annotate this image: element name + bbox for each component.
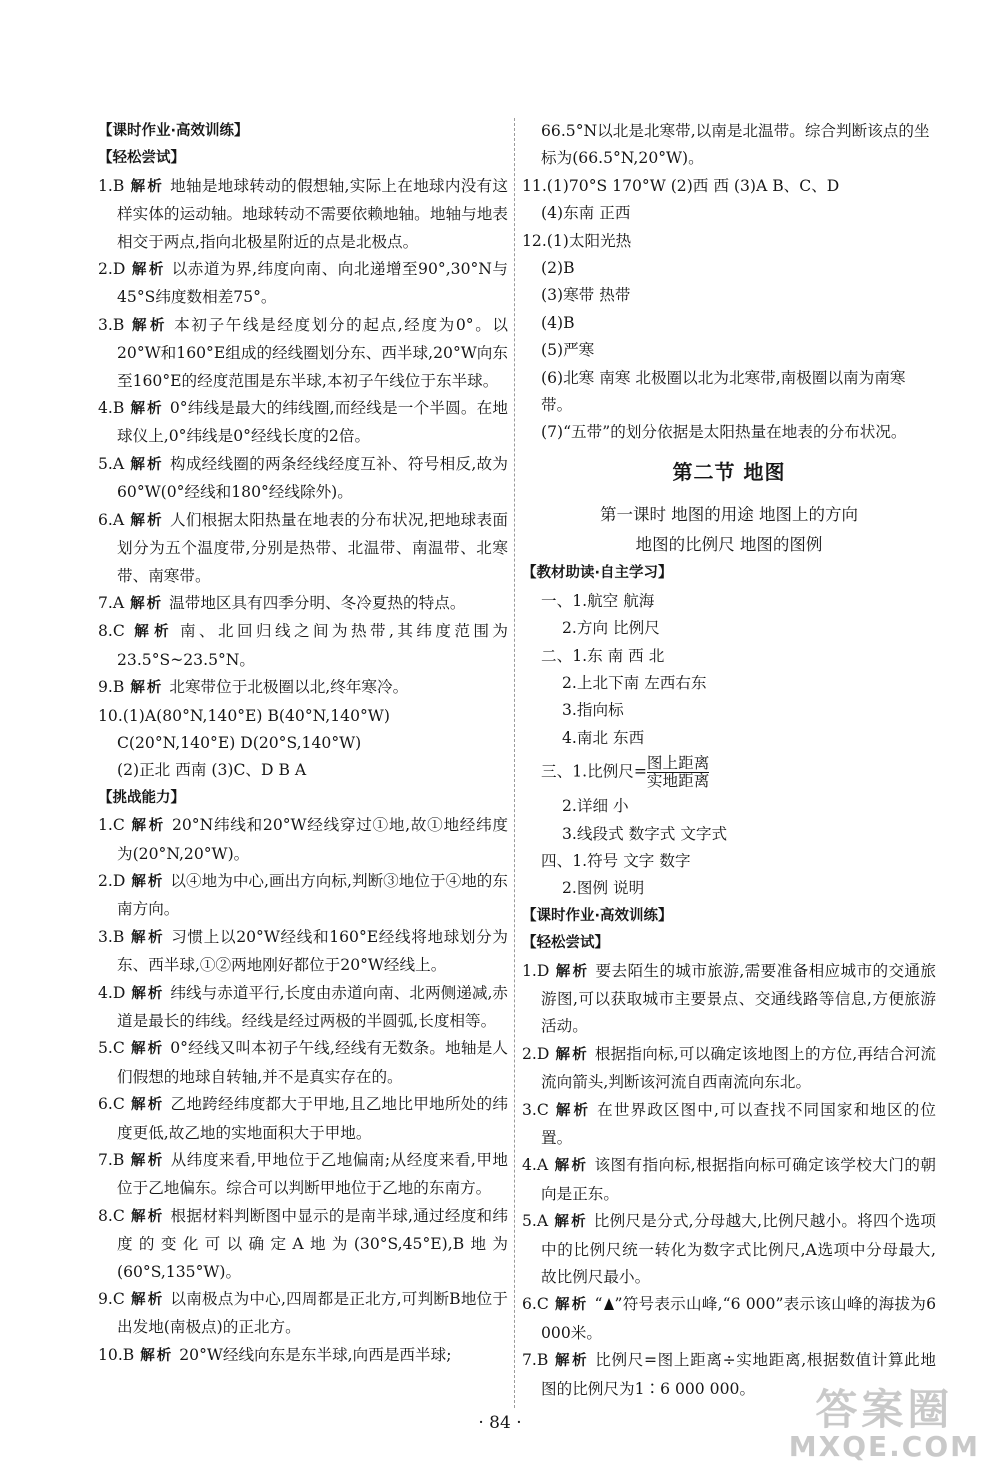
answer-item: 7.A 解析 温带地区具有四季分明、冬冷夏热的特点。 xyxy=(98,593,466,612)
answer-item: 9.B 解析 北寒带位于北极圈以北,终年寒冷。 xyxy=(98,678,409,697)
left-column xyxy=(98,118,508,1370)
answer-item: 6.A 解析 人们根据太阳热量在地表的分布状况,把地球表面划分为五个温度带,分别是热带、北温带、南温带、北寒带、南寒带。 xyxy=(98,510,508,585)
watermark-text: 答案圈 xyxy=(815,1385,954,1434)
answer-line: C(20°N,140°E) D(20°S,140°W) xyxy=(117,733,362,752)
answer-item: 8.C 解析 南、北回归线之间为热带,其纬度范围为23.5°S~23.5°N。 xyxy=(98,622,508,669)
subsection-heading: 【轻松尝试】 xyxy=(522,935,609,952)
section-heading: 【课时作业·高效训练】 xyxy=(98,123,249,139)
answer-line: 11.(1)70°S 170°W (2)西 西 (3)A B、C、D xyxy=(522,176,840,195)
page-number: · 84 · xyxy=(478,1413,522,1433)
answer-line: 4.南北 东西 xyxy=(562,728,645,747)
mountain-peak-icon xyxy=(604,1298,614,1310)
answer-item: 7.B 解析 从纬度来看,甲地位于乙地偏南;从经度来看,甲地位于乙地偏东。综合可以判断甲地位于乙地的东南方。 xyxy=(98,1151,509,1198)
answer-item: 9.C 解析 以南极点为中心,四周都是正北方,可判断B地位于出发地(南极点)的正北方。 xyxy=(98,1290,508,1337)
answer-line: 3.线段式 数字式 文字式 xyxy=(562,824,728,843)
answer-item: 8.C 解析 根据材料判断图中显示的是南半球,通过经度和纬度的变化可以确定A地为(30°S,45°E),B地为(60°S,135°W)。 xyxy=(98,1206,508,1281)
answer-line: 12.(1)太阳光热 xyxy=(522,231,632,250)
answer-continuation: 66.5°N以北是北寒带,以南是北温带。综合判断该点的坐标为(66.5°N,20°W)。 xyxy=(541,122,930,168)
column-divider xyxy=(514,118,515,1408)
answer-item: 4.A 解析 该图有指向标,根据指向标可确定该学校大门的朝向是正东。 xyxy=(522,1156,936,1203)
answer-line: 3.指向标 xyxy=(562,701,624,720)
answer-line: 2.上北下南 左西右东 xyxy=(562,673,707,692)
lesson-title: 地图的比例尺 地图的图例 xyxy=(635,535,823,555)
subsection-heading: 【轻松尝试】 xyxy=(98,150,185,167)
scale-formula: 三、1.比例尺= $\frac{\text{图上距离}}{\text{实地距离}}$ xyxy=(541,754,710,791)
answer-line: 2.详细 小 xyxy=(562,797,629,816)
answer-line: 2.方向 比例尺 xyxy=(562,619,660,638)
answer-item: 5.A 解析 比例尺是分式,分母越大,比例尺越小。将四个选项中的比例尺统一转化为数字式比例尺,A选项中分母最大,故比例尺最小。 xyxy=(522,1212,936,1287)
answer-line: 二、1.东 南 西 北 xyxy=(541,646,665,665)
answer-line: 一、1.航空 航海 xyxy=(541,591,655,610)
answer-item: 5.A 解析 构成经线圈的两条经线经度互补、符号相反,故为60°W(0°经线和180°经线除外)。 xyxy=(98,454,508,502)
answer-item: 4.B 解析 0°纬线是最大的纬线圈,而经线是一个半圆。在地球仪上,0°纬线是0°经线长度的2倍。 xyxy=(98,399,508,446)
answer-item: 7.B 解析 比例尺=图上距离÷实地距离,根据数值计算此地图的比例尺为1∶6 000 000。 xyxy=(522,1351,937,1398)
fraction: $\frac{\text{图上距离}}{\text{实地距离}}$ xyxy=(646,754,710,791)
answer-line: (5)严寒 xyxy=(541,341,595,360)
answer-item: 3.B 解析 习惯上以20°W经线和160°E经线将地球划分为东、西半球,①②两地刚好都位于20°W经线上。 xyxy=(98,927,508,975)
answer-item: 6.C 解析 “ ”符号表示山峰,“6 000”表示该山峰的海拔为6 000米。 xyxy=(522,1295,937,1342)
right-column xyxy=(522,118,936,1403)
answer-item: 1.D 解析 要去陌生的城市旅游,需要准备相应城市的交通旅游图,可以获取城市主要景点、交通线路等信息,方便旅游活动。 xyxy=(522,961,936,1036)
answer-line: 2.图例 说明 xyxy=(562,879,645,898)
section-heading: 【教材助读·自主学习】 xyxy=(522,565,673,582)
answer-line: (2)B xyxy=(541,259,575,278)
lesson-title: 第一课时 地图的用途 地图上的方向 xyxy=(600,505,858,525)
answer-item: 2.D 解析 以④地为中心,画出方向标,判断③地位于④地的东南方向。 xyxy=(98,871,508,919)
answer-line: 四、1.符号 文字 数字 xyxy=(541,851,691,870)
answer-line: (6)北寒 南寒 北极圈以北为北寒带,南极圈以南为南寒带。 xyxy=(541,368,906,415)
answer-item: 2.D 解析 根据指向标,可以确定该地图上的方位,再结合河流流向箭头,判断该河流自西南流向东北。 xyxy=(522,1044,937,1092)
answer-line: 10.(1)A(80°N,140°E) B(40°N,140°W) xyxy=(98,706,390,725)
answer-item: 3.C 解析 在世界政区图中,可以查找不同国家和地区的位置。 xyxy=(522,1100,936,1147)
answer-item: 5.C 解析 0°经线又叫本初子午线,经线有无数条。地轴是人们假想的地球自转轴,并不是真实存在的。 xyxy=(98,1039,508,1086)
answer-line: (3)寒带 热带 xyxy=(541,286,631,305)
answer-item: 4.D 解析 纬线与赤道平行,长度由赤道向南、北两侧递减,赤道是最长的纬线。经线是经过两极的半圆弧,长度相等。 xyxy=(98,983,508,1030)
answer-item: 2.D 解析 以赤道为界,纬度向南、向北递增至90°,30°N与45°S纬度数相差75°。 xyxy=(98,260,508,307)
answer-line: (7)“五带”的划分依据是太阳热量在地表的分布状况。 xyxy=(541,423,907,442)
answer-item: 1.C 解析 20°N纬线和20°W经线穿过①地,故①地经纬度为(20°N,20°W)。 xyxy=(98,816,508,863)
watermark xyxy=(788,1385,980,1463)
section-heading: 【课时作业·高效训练】 xyxy=(522,907,673,924)
answer-item: 6.C 解析 乙地跨经纬度都大于甲地,且乙地比甲地所处的纬度更低,故乙地的实地面积大于甲地。 xyxy=(98,1095,508,1142)
section-title: 第二节 地图 xyxy=(672,459,786,484)
answer-item: 10.B 解析 20°W经线向东是东半球,向西是西半球; xyxy=(98,1345,452,1364)
answer-line: (2)正北 西南 (3)C、D B A xyxy=(117,761,307,780)
answer-line: (4)B xyxy=(541,313,575,332)
watermark-url: MXQE.COM xyxy=(788,1430,980,1463)
answer-line: (4)东南 正西 xyxy=(541,204,631,223)
answer-item: 1.B 解析 地轴是地球转动的假想轴,实际上在地球内没有这样实体的运动轴。地球转动不需要依赖地轴。地轴与地表相交于两点,指向北极星附近的点是北极点。 xyxy=(98,176,508,251)
subsection-heading: 【挑战能力】 xyxy=(98,789,185,806)
answer-item: 3.B 解析 本初子午线是经度划分的起点,经度为0°。以20°W和160°E组成的经线圈划分东、西半球,20°W向东至160°E的经度范围是东半球,本初子午线位于东半球。 xyxy=(98,315,508,390)
